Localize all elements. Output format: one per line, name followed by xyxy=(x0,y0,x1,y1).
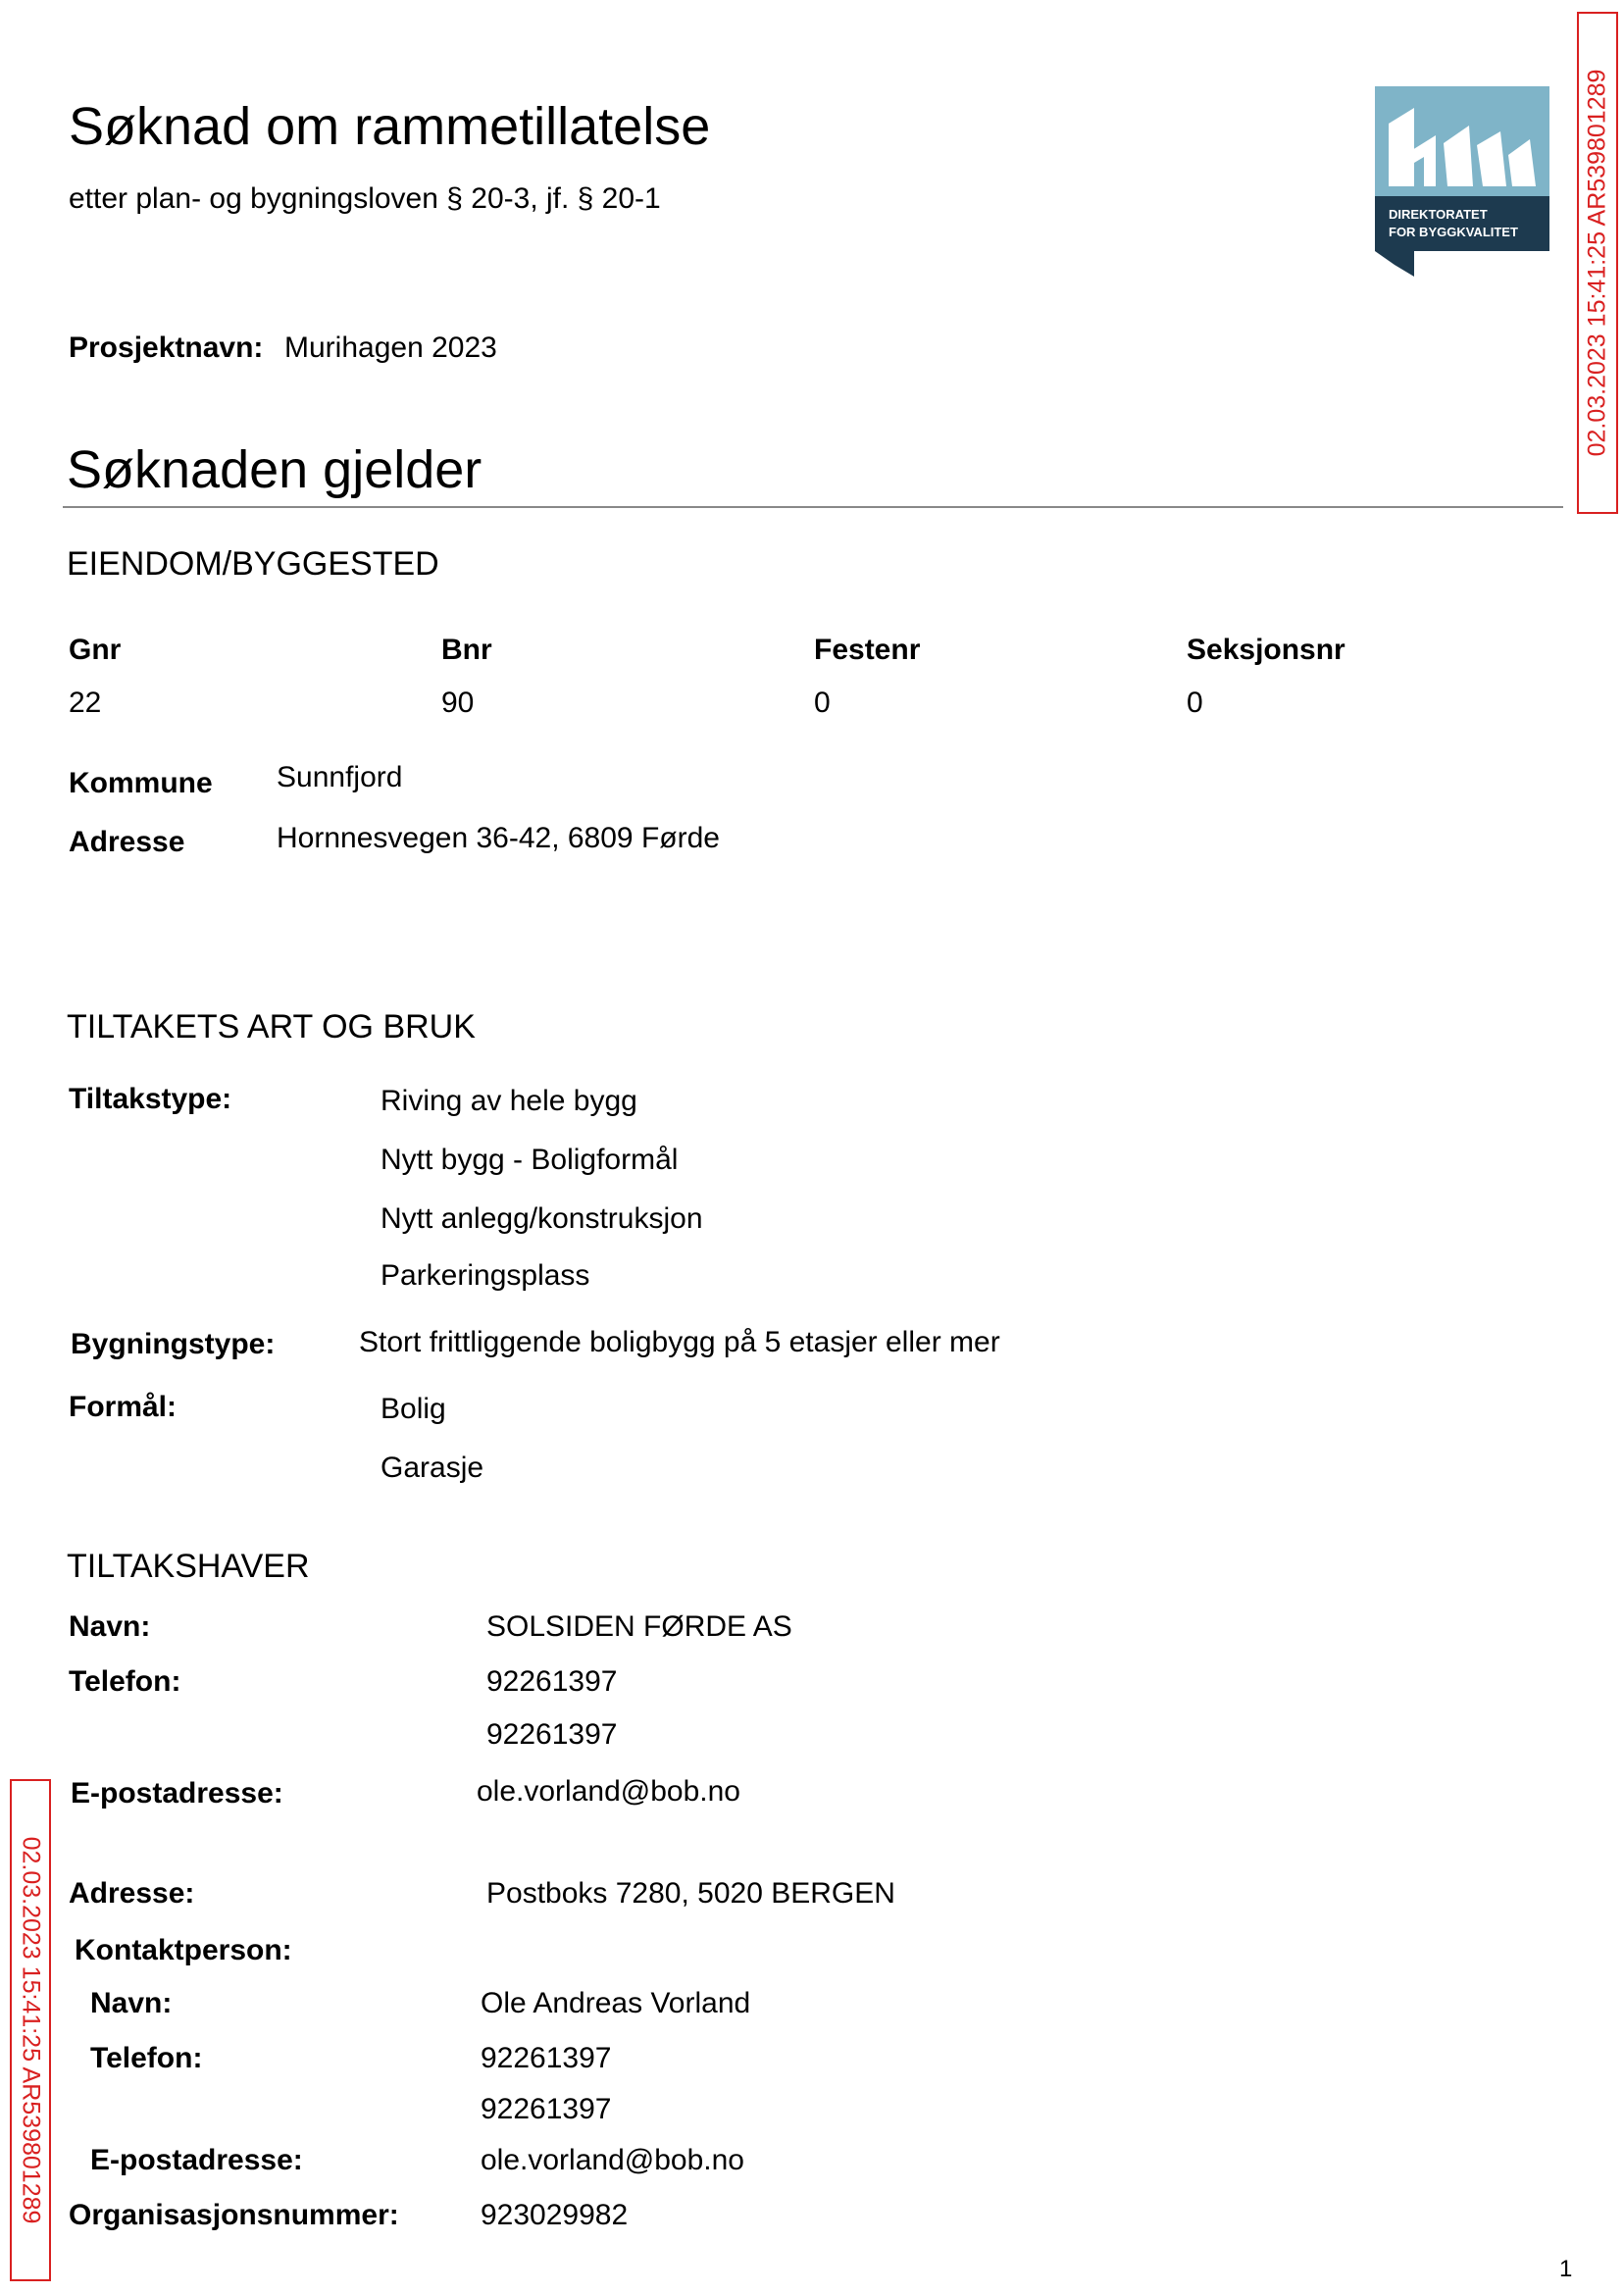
kontaktperson-navn-label: Navn: xyxy=(90,1987,173,2019)
kontaktperson-epost-value: ole.vorland@bob.no xyxy=(481,2144,744,2176)
festenr-label: Festenr xyxy=(814,634,921,666)
section-heading-soknaden-gjelder: Søknaden gjelder xyxy=(67,440,482,499)
section-eiendom: EIENDOM/BYGGESTED xyxy=(67,545,439,583)
kommune-value: Sunnfjord xyxy=(277,761,403,793)
tiltakshaver-telefon-value-2: 92261397 xyxy=(486,1718,618,1751)
formal-label: Formål: xyxy=(69,1391,178,1423)
dibk-logo xyxy=(1375,86,1549,277)
seksjonsnr-label: Seksjonsnr xyxy=(1187,634,1345,666)
festenr-value: 0 xyxy=(814,687,831,719)
tiltakshaver-adresse-value: Postboks 7280, 5020 BERGEN xyxy=(486,1877,895,1910)
adresse-label: Adresse xyxy=(69,826,185,858)
tiltakstype-item: Nytt anlegg/konstruksjon xyxy=(381,1202,703,1235)
timestamp-stamp-bottom: 02.03.2023 15:41:25 AR539801289 xyxy=(10,1779,51,2281)
bygningstype-value: Stort frittliggende boligbygg på 5 etasjer eller mer xyxy=(359,1326,1000,1358)
organisasjonsnummer-value: 923029982 xyxy=(481,2199,629,2231)
gnr-value: 22 xyxy=(69,687,102,719)
tiltakstype-label: Tiltakstype: xyxy=(69,1083,232,1115)
section-tiltakshaver: TILTAKSHAVER xyxy=(67,1548,310,1585)
bnr-value: 90 xyxy=(441,687,475,719)
heading-divider xyxy=(63,506,1563,508)
document-subtitle: etter plan- og bygningsloven § 20-3, jf. § 20-1 xyxy=(69,182,661,215)
tiltakstype-item: Riving av hele bygg xyxy=(381,1085,637,1117)
kontaktperson-telefon-label: Telefon: xyxy=(90,2042,203,2074)
tiltakshaver-adresse-label: Adresse: xyxy=(69,1877,195,1910)
document-title: Søknad om rammetillatelse xyxy=(69,97,711,156)
formal-item: Bolig xyxy=(381,1393,446,1425)
bygningstype-label: Bygningstype: xyxy=(71,1328,276,1360)
timestamp-stamp-top: 02.03.2023 15:41:25 AR539801289 xyxy=(1577,12,1618,514)
logo-text-1: DIREKTORATET xyxy=(1389,207,1488,222)
seksjonsnr-value: 0 xyxy=(1187,687,1203,719)
project-name-value: Murihagen 2023 xyxy=(284,331,497,364)
project-name-label: Prosjektnavn: xyxy=(69,331,264,364)
kontaktperson-telefon-value-2: 92261397 xyxy=(481,2093,612,2125)
tiltakshaver-epost-value: ole.vorland@bob.no xyxy=(477,1775,740,1808)
tiltakshaver-telefon-label: Telefon: xyxy=(69,1665,181,1698)
kontaktperson-telefon-value: 92261397 xyxy=(481,2042,612,2074)
tiltakstype-item: Nytt bygg - Boligformål xyxy=(381,1144,679,1176)
kontaktperson-navn-value: Ole Andreas Vorland xyxy=(481,1987,751,2019)
tiltakshaver-epost-label: E-postadresse: xyxy=(71,1777,283,1810)
kontaktperson-label: Kontaktperson: xyxy=(75,1934,292,1966)
tiltakshaver-telefon-value: 92261397 xyxy=(486,1665,618,1698)
section-tiltakets-art: TILTAKETS ART OG BRUK xyxy=(67,1008,476,1045)
bnr-label: Bnr xyxy=(441,634,492,666)
kommune-label: Kommune xyxy=(69,767,213,799)
kontaktperson-epost-label: E-postadresse: xyxy=(90,2144,303,2176)
formal-item: Garasje xyxy=(381,1452,484,1484)
tiltakshaver-navn-label: Navn: xyxy=(69,1610,151,1643)
page-number: 1 xyxy=(1559,2256,1573,2282)
tiltakstype-item: Parkeringsplass xyxy=(381,1259,590,1292)
logo-text-2: FOR BYGGKVALITET xyxy=(1389,225,1518,239)
tiltakshaver-navn-value: SOLSIDEN FØRDE AS xyxy=(486,1610,792,1643)
gnr-label: Gnr xyxy=(69,634,122,666)
organisasjonsnummer-label: Organisasjonsnummer: xyxy=(69,2199,399,2231)
adresse-value: Hornnesvegen 36-42, 6809 Førde xyxy=(277,822,720,854)
